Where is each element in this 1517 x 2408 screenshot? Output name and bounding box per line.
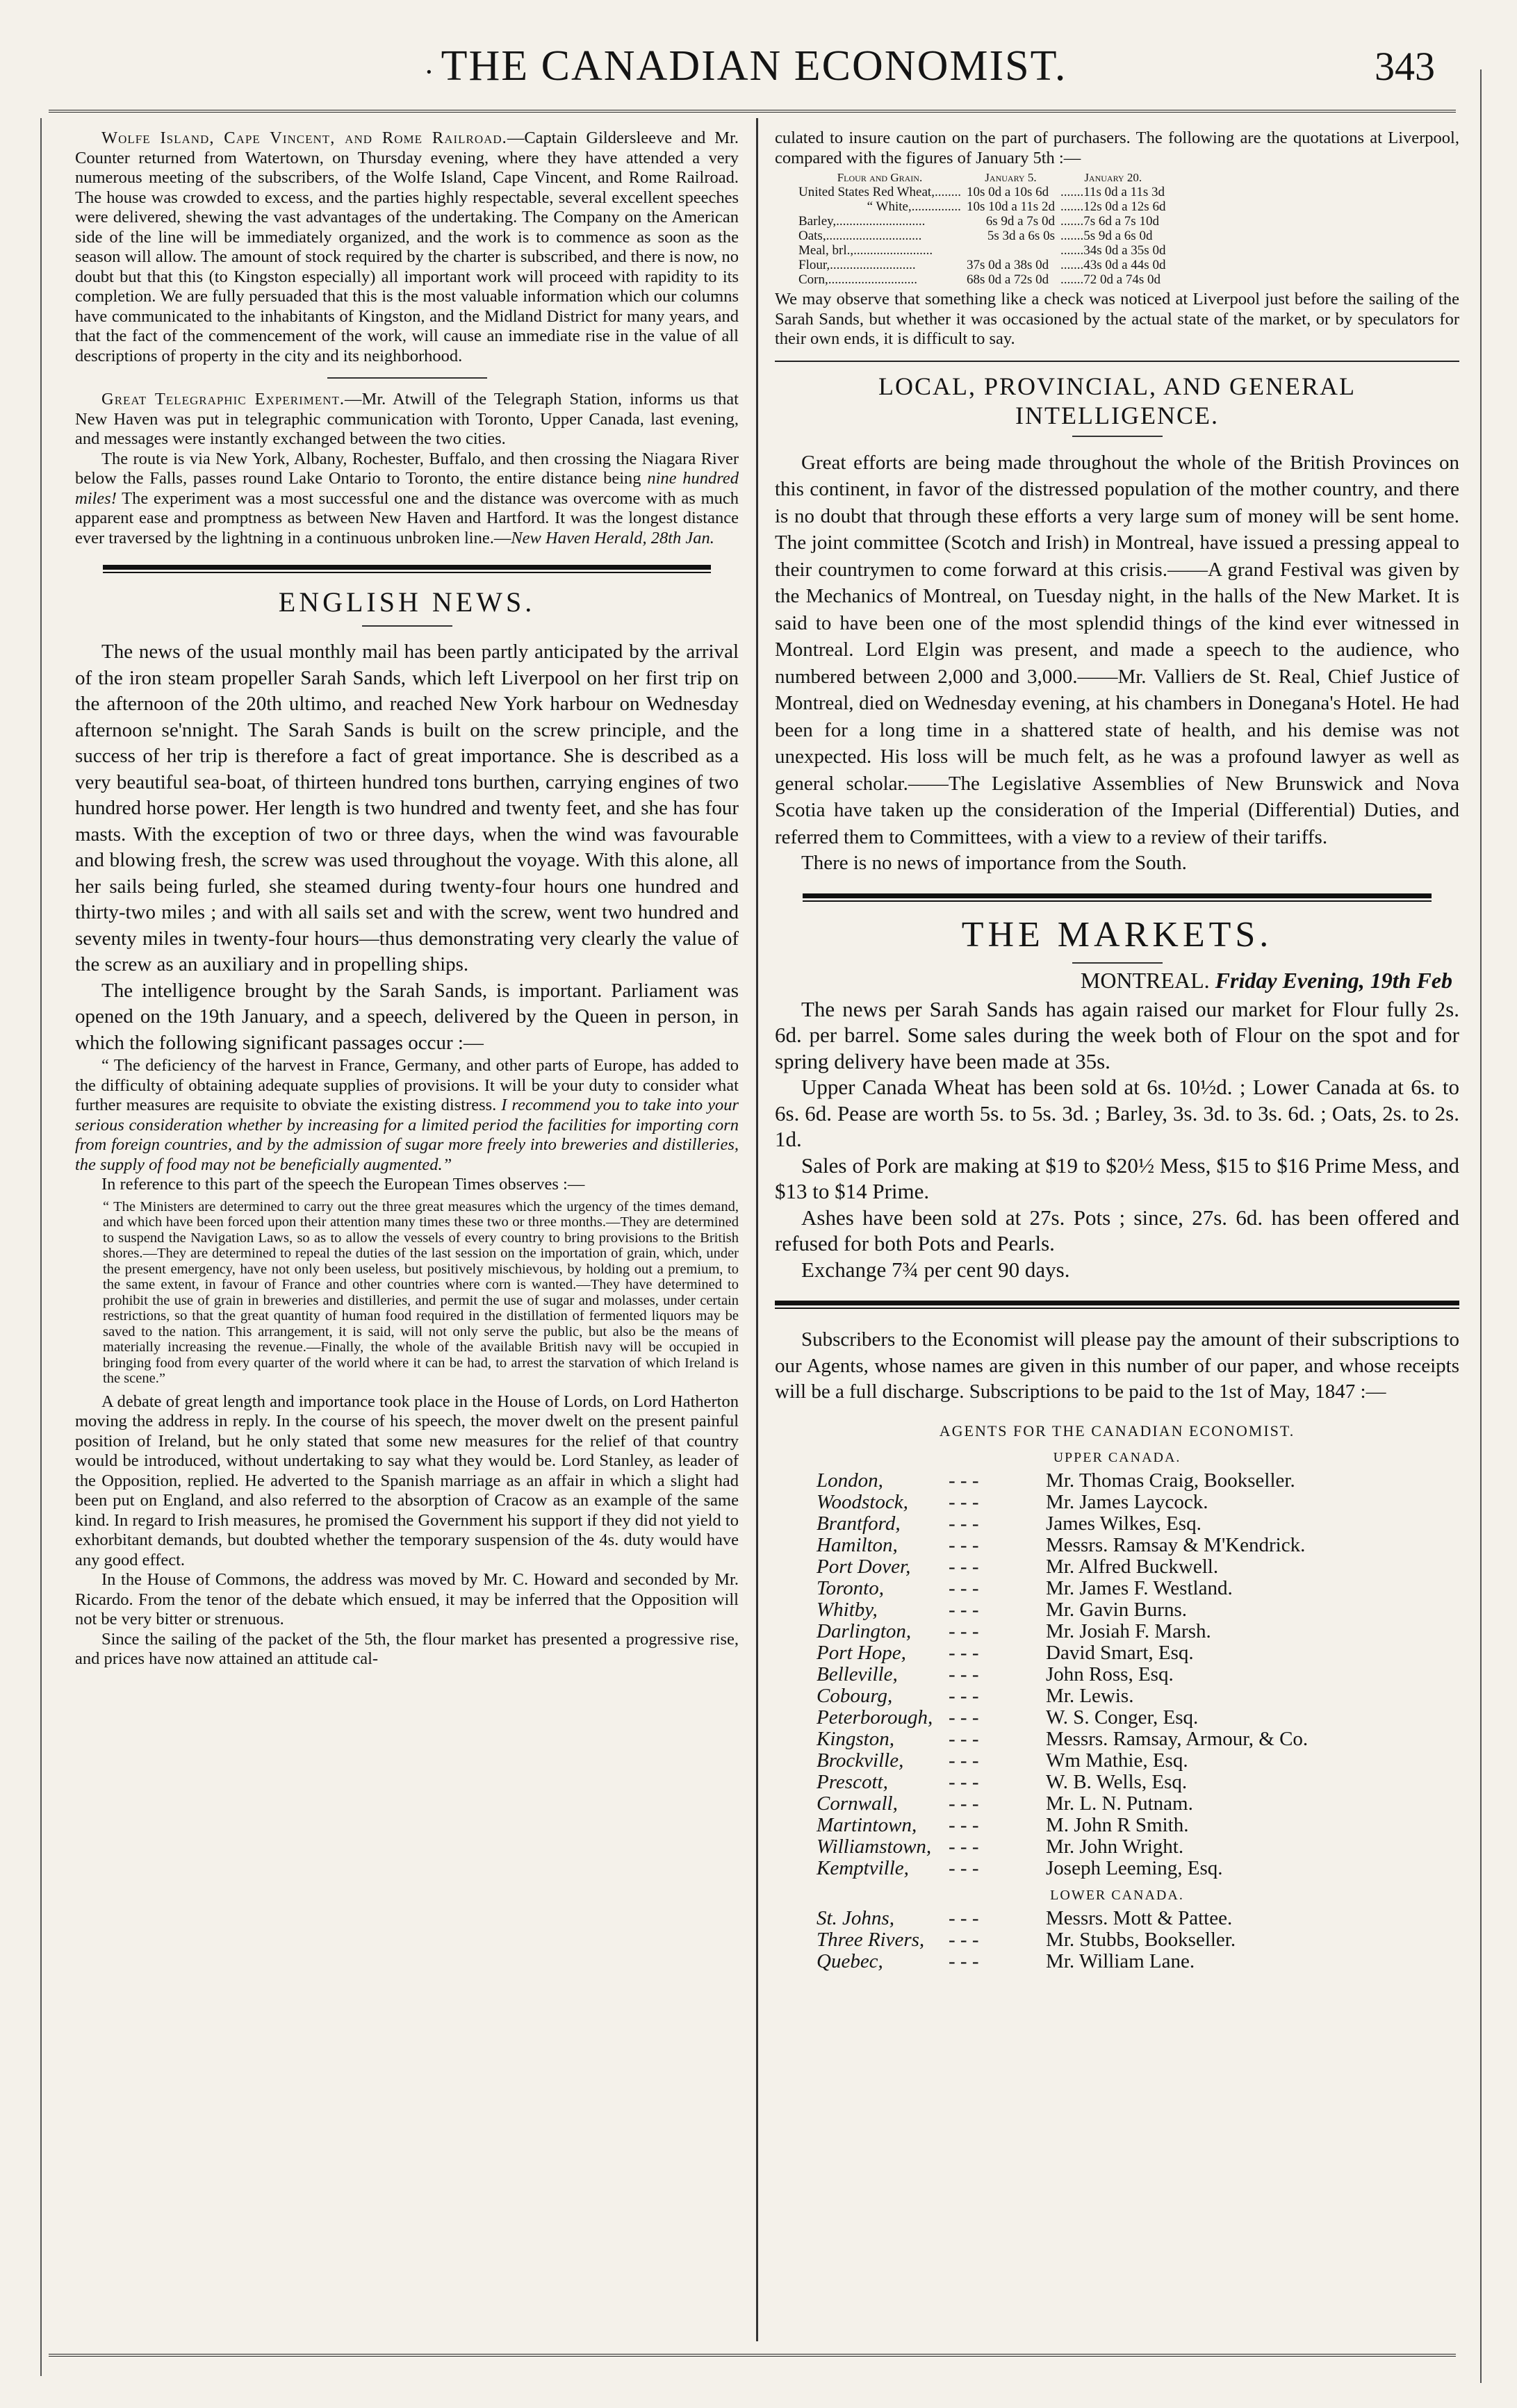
agent-row bbox=[817, 1707, 1308, 1729]
market-city: MONTREAL. bbox=[1080, 967, 1210, 993]
agent-row bbox=[817, 1685, 1308, 1707]
english-news-paragraph: Since the sailing of the packet of the 5th, the flour market has presented a progressive rise, and prices have now attained an attitude cal- bbox=[75, 1629, 739, 1668]
agent-place: Quebec, bbox=[817, 1949, 883, 1972]
table-cell: 37s 0d a 38s 0d bbox=[966, 258, 1049, 272]
agent-name: Mr. James Laycock. bbox=[1046, 1490, 1208, 1513]
liverpool-quotations-table bbox=[796, 171, 1168, 287]
article-telegraph bbox=[75, 390, 739, 450]
agent-row bbox=[817, 1664, 1308, 1685]
agent-place: Prescott, bbox=[817, 1770, 888, 1793]
agent-row bbox=[817, 1750, 1308, 1772]
table-cell: .......5s 9d a 6s 0d bbox=[1060, 229, 1153, 243]
page-number: 343 bbox=[1375, 44, 1435, 89]
agent-place: Kingston, bbox=[817, 1727, 894, 1750]
agent-row bbox=[817, 1556, 1308, 1578]
agent-place: Kemptville, bbox=[817, 1856, 909, 1879]
agent-place: St. Johns, bbox=[817, 1906, 894, 1929]
agent-name: W. B. Wells, Esq. bbox=[1046, 1770, 1188, 1793]
table-cell: Meal, brl.,........................ bbox=[798, 243, 933, 258]
agent-dash: - - - bbox=[949, 1856, 979, 1879]
agent-place: London, bbox=[817, 1469, 883, 1492]
table-cell: United States Red Wheat,........ bbox=[798, 185, 961, 199]
heading-underline bbox=[362, 625, 452, 627]
agent-row bbox=[817, 1729, 1308, 1750]
market-paragraph: Upper Canada Wheat has been sold at 6s. 10½d. ; Lower Canada at 6s. to 6s. 6d. Pease are worth 5s. to 5s. 3d. ; Barley, 3s. 3d. to 3s. 6d. ; Oats, 2s. to 2s. 1d. bbox=[775, 1075, 1459, 1151]
market-paragraph: Exchange 7¾ per cent 90 days. bbox=[801, 1257, 1070, 1282]
table-cell bbox=[964, 243, 1058, 258]
article-telegraph-route bbox=[75, 450, 739, 549]
footer-rule bbox=[49, 2354, 1456, 2357]
liverpool-intro: culated to insure caution on the part of purchasers. The following are the quotations at Liverpool, compared with the figures of January 5th :— bbox=[775, 129, 1459, 167]
agent-dash: - - - bbox=[949, 1555, 979, 1578]
agent-name: Joseph Leeming, Esq. bbox=[1046, 1856, 1223, 1879]
agent-name: John Ross, Esq. bbox=[1046, 1663, 1174, 1685]
european-times-quote: “ The Ministers are determined to carry out the three great measures which the urgency of the times demand, and which have been forced upon their attention many times these two or three months.—They are determined to suspend the Navigation Laws, so as to allow the vessels of every country to bring provisions to the British shores.—They are determined to repeal the duties of the last session on the importation of grain, which, under the present emergency, have not only been useless, but positively mischievous, by holding out a premium, to the same extent, in favour of France and other countries where corn is wanted.—They have determined to prohibit the use of grain in breweries and distilleries, and permit the use of sugar and molasses, under certain restrictions, so that the great quantity of human food required in the distillation of fermented liquors may be saved to the nation. This arrangement, it is said, will not only serve the public, but also be the means of materially increasing the revenue.—Finally, the whole of the available British navy will be occupied in bringing food from every quarter of the world where it can be had, to arrest the starvation of which Ireland is the scene.” bbox=[103, 1198, 739, 1386]
english-news-paragraph: In reference to this part of the speech the European Times observes :— bbox=[101, 1175, 585, 1194]
section-rule bbox=[103, 565, 711, 573]
table-cell: 68s 0d a 72s 0d bbox=[966, 272, 1049, 287]
section-heading-english-news: ENGLISH NEWS. bbox=[278, 586, 536, 618]
article-body: The route is via New York, Albany, Rochester, Buffalo, and then crossing the Niagara River below the Falls, passes round Lake Ontario to Toronto, the entire distance being bbox=[75, 449, 739, 488]
table-row bbox=[796, 199, 1168, 214]
agent-name: James Wilkes, Esq. bbox=[1046, 1512, 1202, 1535]
table-cell: .......34s 0d a 35s 0d bbox=[1060, 243, 1166, 258]
agent-name: W. S. Conger, Esq. bbox=[1046, 1706, 1199, 1729]
table-cell: .......12s 0d a 12s 6d bbox=[1060, 199, 1166, 214]
queens-speech-quote bbox=[75, 1056, 739, 1175]
table-cell: 5s 3d a 6s 0s bbox=[987, 229, 1055, 243]
market-paragraph: Sales of Pork are making at $19 to $20½ Mess, $15 to $16 Prime Mess, and $13 to $14 Prime. bbox=[775, 1153, 1459, 1203]
table-cell: .......72 0d a 74s 0d bbox=[1060, 272, 1161, 287]
page-header bbox=[49, 42, 1459, 108]
agent-place: Williamstown, bbox=[817, 1835, 932, 1858]
agents-table-upper bbox=[817, 1470, 1308, 1879]
agent-dash: - - - bbox=[949, 1706, 979, 1729]
agent-dash: - - - bbox=[949, 1641, 979, 1664]
agent-name: David Smart, Esq. bbox=[1046, 1641, 1194, 1664]
agent-dash: - - - bbox=[949, 1835, 979, 1858]
market-paragraph: The news per Sarah Sands has again raised our market for Flour fully 2s. 6d. per barrel. Some sales during the week both of Flour on the spot and for spring delivery have been made at 35s. bbox=[775, 996, 1459, 1073]
agent-dash: - - - bbox=[949, 1576, 979, 1599]
agent-row bbox=[817, 1815, 1308, 1836]
agent-name: Mr. Alfred Buckwell. bbox=[1046, 1555, 1219, 1578]
agent-dash: - - - bbox=[949, 1512, 979, 1535]
agent-dash: - - - bbox=[949, 1770, 979, 1793]
agent-place: Martintown, bbox=[817, 1813, 917, 1836]
agent-dash: - - - bbox=[949, 1684, 979, 1707]
section-heading-local-intelligence: LOCAL, PROVINCIAL, AND GENERAL INTELLIGENCE. bbox=[878, 372, 1356, 429]
agent-name: Mr. Lewis. bbox=[1046, 1684, 1134, 1707]
agents-list bbox=[817, 1470, 1308, 1879]
article-body: The experiment was a most successful one and the distance was overcome with as much apparent ease and promptness as between New Haven and Hartford. It was the longest distance ever traversed by the lightning in a continuous unbroken line.— bbox=[75, 488, 739, 547]
agent-place: Three Rivers, bbox=[817, 1928, 925, 1951]
table-header: January 20. bbox=[1084, 171, 1142, 184]
agent-place: Port Hope, bbox=[817, 1641, 906, 1664]
region-label-lower-canada: LOWER CANADA. bbox=[1050, 1887, 1184, 1903]
newspaper-title: THE CANADIAN ECONOMIST. bbox=[441, 42, 1067, 90]
local-news-paragraph: Great efforts are being made throughout the whole of the British Provinces on this continent, in favor of the distressed population of the mother country, and there is no doubt that through these efforts a very large sum of money will be sent home. The joint committee (Scotch and Irish) in Montreal, have issued a pressing appeal to their countrymen to come forward at this crisis.——A grand Festival was given by the Mechanics of Montreal, on Tuesday night, in the halls of the New Market. It is said to have been one of the most splendid things of the kind ever witnessed in Montreal. Lord Elgin was present, and made a speech to the audience, who numbered between 2,000 and 3,000.——Mr. Valliers de St. Real, Chief Justice of Montreal, died on Wednesday evening, at his chambers in Donegana's Hotel. He had been for a long time in a shattered state of health, and his demise was not unexpected. His loss will be much felt, as he was a profound lawyer as well as general scholar.——The Legislative Assemblies of New Brunswick and Nova Scotia have taken up the consideration of the Imperial (Differential) Duties, and referred them to Committees, with a view to a review of their tariffs. bbox=[775, 451, 1459, 848]
table-row bbox=[796, 229, 1168, 243]
right-border bbox=[1480, 69, 1482, 2383]
agent-dash: - - - bbox=[949, 1727, 979, 1750]
header-rule bbox=[49, 110, 1456, 113]
table-cell: .......43s 0d a 44s 0d bbox=[1060, 258, 1166, 272]
local-news-paragraph: There is no news of importance from the South. bbox=[801, 852, 1187, 874]
agent-place: Peterborough, bbox=[817, 1706, 933, 1729]
agent-dash: - - - bbox=[949, 1619, 979, 1642]
agent-row bbox=[817, 1642, 1308, 1664]
agent-row bbox=[817, 1908, 1236, 1929]
agent-row bbox=[817, 1599, 1308, 1621]
table-row bbox=[796, 272, 1168, 287]
market-dateline bbox=[775, 968, 1452, 993]
agent-name: Mr. L. N. Putnam. bbox=[1046, 1792, 1193, 1815]
section-rule bbox=[775, 361, 1459, 362]
agent-row bbox=[817, 1951, 1236, 1972]
table-cell: .......7s 6d a 7s 10d bbox=[1060, 214, 1159, 229]
table-cell: Flour,.......................... bbox=[798, 258, 916, 272]
agent-name: Messrs. Ramsay & M'Kendrick. bbox=[1046, 1533, 1306, 1556]
agent-place: Brantford, bbox=[817, 1512, 901, 1535]
agent-name: Mr. John Wright. bbox=[1046, 1835, 1184, 1858]
english-news-paragraph: The news of the usual monthly mail has been partly anticipated by the arrival of the iron steam propeller Sarah Sands, which left Liverpool on her first trip on the afternoon of the 20th ultimo, and reached New York harbour on Wednesday afternoon se'nnight. The Sarah Sands is built on the screw principle, and the success of her trip is therefore a fact of great importance. She is described as a very beautiful sea-boat, of thirteen hundred tons burthen, carrying engines of two hundred horse power. Her length is two hundred and twenty feet, and she has four masts. With the exception of two or three days, when the wind was favourable and blowing fresh, the screw was used throughout the voyage. With this alone, all her sails being furled, she steamed during twenty-four hours one hundred and thirty-two miles ; and with all sails set and with the screw, went two hundred and seventy miles in twenty-four hours—thus demonstrating very clearly the value of the screw as an auxiliary and in propelling ships. bbox=[75, 641, 739, 975]
header-ornament: · bbox=[424, 55, 434, 89]
table-cell: 6s 9d a 7s 0d bbox=[985, 214, 1055, 229]
table-header: Flour and Grain. bbox=[837, 171, 923, 184]
article-lead: Great Telegraphic Experiment. bbox=[101, 390, 345, 409]
agent-dash: - - - bbox=[949, 1490, 979, 1513]
agent-place: Cornwall, bbox=[817, 1792, 898, 1815]
table-row bbox=[796, 185, 1168, 199]
agent-name: Mr. Gavin Burns. bbox=[1046, 1598, 1187, 1621]
table-cell: Oats,............................. bbox=[798, 229, 922, 243]
table-cell: 10s 10d a 11s 2d bbox=[966, 199, 1055, 214]
table-cell: “ White,............... bbox=[867, 199, 961, 214]
agent-dash: - - - bbox=[949, 1663, 979, 1685]
agent-name: Wm Mathie, Esq. bbox=[1046, 1749, 1188, 1772]
right-column bbox=[775, 129, 1459, 1972]
agents-list bbox=[817, 1908, 1236, 1972]
quote-text: “ The deficiency of the harvest in France, Germany, and other parts of Europe, has added to the difficulty of obtaining adequate supplies of provisions. It will be your duty to consider what further measures are requisite to obviate the existing distress. bbox=[75, 1056, 739, 1114]
english-news-paragraph: A debate of great length and importance took place in the House of Lords, on Lord Hatherton moving the address in reply. In the course of his speech, the mover dwelt on the present painful position of Ireland, but he only stated that some new measures for the relief of that country would be introduced, without undertaking to say what they would be. Lord Stanley, as leader of the Opposition, replied. He adverted to the Spanish marriage as an affair in which a slight had been put on England, and also referred to the absorption of Cracow as an example of the same kind. In regard to Irish measures, he promised the Government his support if they did not yield to exhorbitant demands, but doubted whether the temporary suspension of the 4s. duty would have any good effect. bbox=[75, 1392, 739, 1569]
agent-row bbox=[817, 1836, 1308, 1858]
table-row bbox=[796, 214, 1168, 229]
agent-dash: - - - bbox=[949, 1533, 979, 1556]
liverpool-check-paragraph: We may observe that something like a check was noticed at Liverpool just before the sailing of the Sarah Sands, but whether it was occasioned by the actual state of the market, or by speculators for their own ends, it is difficult to say. bbox=[775, 290, 1459, 348]
table-cell: Corn,........................... bbox=[798, 272, 917, 287]
agent-place: Whitby, bbox=[817, 1598, 878, 1621]
agent-dash: - - - bbox=[949, 1749, 979, 1772]
agent-row bbox=[817, 1772, 1308, 1793]
agent-name: Mr. Josiah F. Marsh. bbox=[1046, 1619, 1211, 1642]
agent-name: Mr. James F. Westland. bbox=[1046, 1576, 1233, 1599]
table-row bbox=[796, 243, 1168, 258]
section-heading-markets: THE MARKETS. bbox=[961, 914, 1273, 955]
agent-name: Messrs. Ramsay, Armour, & Co. bbox=[1046, 1727, 1309, 1750]
agent-dash: - - - bbox=[949, 1792, 979, 1815]
region-label-upper-canada: UPPER CANADA. bbox=[1053, 1449, 1181, 1465]
agent-dash: - - - bbox=[949, 1928, 979, 1951]
article-wolfe-island bbox=[75, 129, 739, 366]
agent-row bbox=[817, 1621, 1308, 1642]
agents-table-lower bbox=[817, 1908, 1236, 1972]
agent-place: Darlington, bbox=[817, 1619, 912, 1642]
table-row bbox=[796, 258, 1168, 272]
left-border bbox=[40, 118, 42, 2376]
article-separator bbox=[327, 377, 487, 379]
table-cell: Barley,........................... bbox=[798, 214, 926, 229]
agent-dash: - - - bbox=[949, 1949, 979, 1972]
agent-place: Cobourg, bbox=[817, 1684, 893, 1707]
agent-place: Brockville, bbox=[817, 1749, 904, 1772]
market-date: Friday Evening, 19th Feb bbox=[1215, 967, 1452, 993]
agent-dash: - - - bbox=[949, 1598, 979, 1621]
agent-row bbox=[817, 1513, 1308, 1535]
agent-dash: - - - bbox=[949, 1469, 979, 1492]
agent-name: Mr. Thomas Craig, Bookseller. bbox=[1046, 1469, 1295, 1492]
agent-row bbox=[817, 1929, 1236, 1951]
section-rule bbox=[803, 893, 1432, 902]
agent-row bbox=[817, 1578, 1308, 1599]
emphasis: nine hundred miles! bbox=[75, 469, 739, 508]
english-news-paragraph: The intelligence brought by the Sarah Sands, is important. Parliament was opened on the 19th January, and a speech, delivered by the Queen in person, in which the following significant passages occur :— bbox=[75, 979, 739, 1054]
agent-name: Mr. William Lane. bbox=[1046, 1949, 1195, 1972]
article-body: —Mr. Atwill of the Telegraph Station, informs us that New Haven was put in telegraphic communication with Toronto, Upper Canada, last evening, and messages were instantly exchanged between the two cities. bbox=[75, 390, 739, 448]
agent-row bbox=[817, 1793, 1308, 1815]
quote-emphasis: I recommend you to take into your serious consideration whether by increasing for a limited period the facilities for importing corn from foreign countries, and by the admission of sugar more freely into breweries and distilleries, the supply of food may not be beneficially augmented.” bbox=[75, 1096, 739, 1174]
agent-name: M. John R Smith. bbox=[1046, 1813, 1189, 1836]
agent-dash: - - - bbox=[949, 1813, 979, 1836]
market-paragraph: Ashes have been sold at 27s. Pots ; since, 27s. 6d. has been offered and refused for both Pots and Pearls. bbox=[775, 1205, 1459, 1255]
agent-place: Toronto, bbox=[817, 1576, 884, 1599]
table-cell: 10s 0d a 10s 6d bbox=[966, 185, 1049, 199]
agent-name: Messrs. Mott & Pattee. bbox=[1046, 1906, 1233, 1929]
agent-place: Hamilton, bbox=[817, 1533, 898, 1556]
left-column bbox=[75, 129, 739, 1669]
table-cell: .......11s 0d a 11s 3d bbox=[1060, 185, 1165, 199]
agent-row bbox=[817, 1858, 1308, 1879]
agent-place: Port Dover, bbox=[817, 1555, 911, 1578]
article-lead: Wolfe Island, Cape Vincent, and Rome Railroad. bbox=[101, 129, 507, 147]
agents-title: AGENTS FOR THE CANADIAN ECONOMIST. bbox=[939, 1421, 1295, 1440]
agent-row bbox=[817, 1492, 1308, 1513]
agent-row bbox=[817, 1535, 1308, 1556]
agent-row bbox=[817, 1470, 1308, 1492]
subscribers-notice: Subscribers to the Economist will please pay the amount of their subscriptions to our Agents, whose names are given in this number of our paper, and whose receipts will be a full discharge. Subscriptions to be paid to the 1st of May, 1847 :— bbox=[775, 1328, 1459, 1403]
source-credit: New Haven Herald, 28th Jan. bbox=[511, 528, 714, 547]
table-header: January 5. bbox=[985, 171, 1037, 184]
english-news-paragraph: In the House of Commons, the address was moved by Mr. C. Howard and seconded by Mr. Ricardo. From the tenor of the debate which ensued, it may be inferred that the Opposition will not be very bitter or strenuous. bbox=[75, 1570, 739, 1628]
section-rule bbox=[775, 1301, 1459, 1309]
agent-name: Mr. Stubbs, Bookseller. bbox=[1046, 1928, 1236, 1951]
heading-underline bbox=[1072, 436, 1163, 437]
agent-place: Woodstock, bbox=[817, 1490, 908, 1513]
table-header-row bbox=[796, 171, 1168, 185]
article-body: —Captain Gildersleeve and Mr. Counter returned from Watertown, on Thursday evening, where they have attended a very numerous meeting of the subscribers, of the Wolfe Island, Cape Vincent, and Rome Railroad. The house was crowded to excess, and the parties highly respectable, several excellent speeches were delivered, shewing the vast advantages of the undertaking. The Company on the American side of the line will be immediately organized, and the work is to commence as soon as the season will allow. The amount of stock required by the charter is subscribed, and there is now, no doubt but that this (to Kingston especially) all important work will proceed with rapidity to its completion. We are fully persuaded that this is the most valuable information which our columns have communicated to the inhabitants of Kingston, and the Midland District for many years, and that the fact of the commencement of the work, will cause an immediate rise in the value of all descriptions of property in the city and its neighborhood. bbox=[75, 129, 739, 365]
heading-underline bbox=[1072, 962, 1163, 964]
agent-place: Belleville, bbox=[817, 1663, 898, 1685]
agent-dash: - - - bbox=[949, 1906, 979, 1929]
column-divider bbox=[756, 118, 758, 2341]
